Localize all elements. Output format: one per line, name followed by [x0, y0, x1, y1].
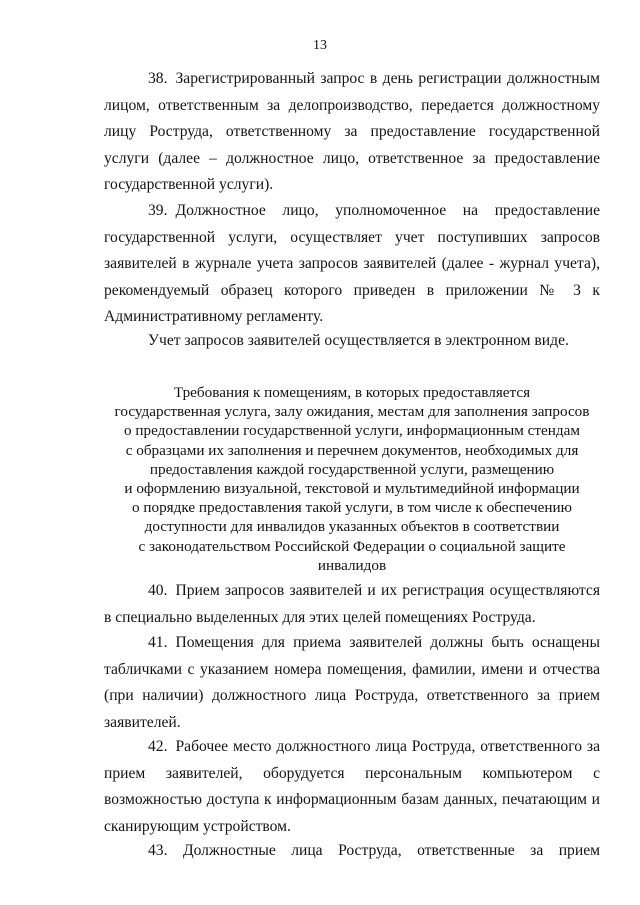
- word: за: [530, 842, 544, 859]
- heading-line: о порядке предоставления такой услуги, в том числе к обеспечению: [131, 499, 573, 517]
- paragraph-41: [104, 630, 600, 736]
- word: лица: [291, 842, 323, 859]
- page-number: 13: [313, 38, 327, 53]
- paragraph-38: [104, 66, 600, 199]
- paragraph-electronic-accounting: [104, 328, 600, 355]
- paragraph-40: [104, 578, 600, 631]
- paragraph-number: 41.: [148, 634, 168, 651]
- word: 43.: [148, 842, 168, 859]
- paragraph-text: Рабочее место должностного лица Роструда, ответственного за прием заявителей, оборудуется персональным компьютером с возможностью доступа к информационным базам данных, печатающим и сканирующим устройством.: [104, 738, 600, 835]
- paragraph-43-start: [104, 838, 600, 865]
- paragraph-number: 42.: [148, 738, 168, 755]
- heading-line: Требования к помещениям, в которых предоставляется: [173, 384, 531, 401]
- paragraph-number: 39.: [148, 202, 168, 219]
- paragraph-text: Прием запросов заявителей и их регистрация осуществляются в специально выделенных для этих целей помещениях Роструда.: [104, 582, 600, 626]
- heading-line: инвалидов: [317, 556, 387, 574]
- heading-line: государственная услуга, залу ожидания, местам для заполнения запросов: [114, 403, 590, 421]
- paragraph-text: Помещения для приема заявителей должны быть оснащены табличками с указанием номера помещения, фамилии, имени и отчества (при наличии) должностного лица Роструда, ответственного за прием заявителей.: [104, 634, 600, 731]
- heading-line: с образцами их заполнения и перечнем документов, необходимых для: [125, 441, 579, 459]
- paragraph-number: 40.: [148, 582, 168, 599]
- paragraph-42: [104, 734, 600, 840]
- word: прием: [558, 842, 600, 859]
- section-heading: [96, 383, 608, 575]
- word: Должностные: [182, 842, 276, 859]
- paragraph-number: 38.: [148, 70, 168, 87]
- heading-line: с законодательством Российской Федерации о социальной защите: [138, 537, 566, 555]
- heading-line: и оформлению визуальной, текстовой и мультимедийной информации: [124, 480, 580, 498]
- paragraph-text: Учет запросов заявителей осуществляется в электронном виде.: [148, 332, 569, 349]
- heading-line: предоставления каждой государственной услуги, размещению: [149, 460, 555, 478]
- heading-line: доступности для инвалидов указанных объектов в соответствии: [144, 518, 560, 536]
- word: ответственные: [417, 842, 515, 859]
- heading-line: о предоставлении государственной услуги, информационным стендам: [124, 422, 580, 440]
- word: Роструда,: [338, 842, 402, 859]
- paragraph-text: Должностное лицо, уполномоченное на предоставление государственной услуги, осуществляет учет поступивших запросов заявителей в журнале учета запросов заявителей (далее - журнал учета), рекомендуемый образец которого приведен в приложении № 3 к Административному регламенту.: [104, 202, 600, 325]
- paragraph-39: [104, 198, 600, 331]
- paragraph-text: Зарегистрированный запрос в день регистрации должностным лицом, ответственным за делопроизводство, передается должностному лицу Роструда, ответственному за предоставление государственной услуги (далее – должностное лицо, ответственное за предоставление государственной услуги).: [104, 70, 600, 193]
